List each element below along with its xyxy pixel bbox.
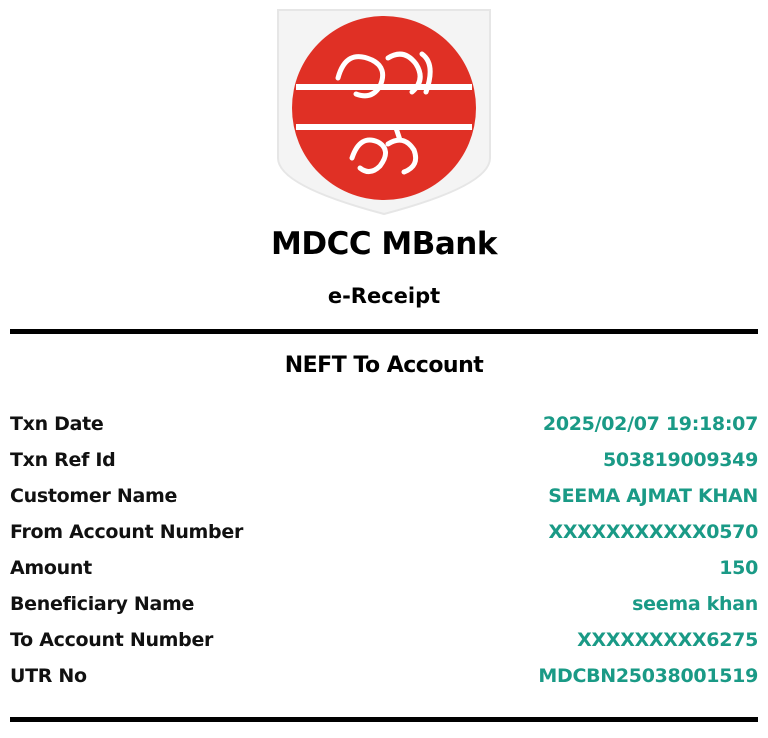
detail-row-txn-ref-id bbox=[10, 442, 758, 478]
detail-row-beneficiary-name bbox=[10, 586, 758, 622]
bank-logo-icon bbox=[276, 8, 492, 216]
detail-label: Beneficiary Name bbox=[10, 593, 195, 615]
detail-value: 503819009349 bbox=[602, 449, 758, 471]
detail-label: Txn Ref Id bbox=[10, 449, 116, 471]
detail-label: Customer Name bbox=[10, 485, 178, 507]
detail-value: SEEMA AJMAT KHAN bbox=[548, 485, 758, 507]
detail-value: XXXXXXXXXXX0570 bbox=[548, 521, 758, 543]
detail-value: 150 bbox=[719, 557, 758, 579]
detail-row-from-account bbox=[10, 514, 758, 550]
top-divider bbox=[10, 329, 758, 334]
detail-label: Txn Date bbox=[10, 413, 104, 435]
transaction-type-title: NEFT To Account bbox=[284, 353, 484, 378]
receipt-label: e-Receipt bbox=[327, 284, 441, 308]
detail-value: XXXXXXXXX6275 bbox=[577, 629, 758, 651]
detail-row-to-account bbox=[10, 622, 758, 658]
transaction-details bbox=[10, 406, 758, 694]
bank-logo bbox=[276, 8, 492, 216]
bottom-divider bbox=[10, 717, 758, 722]
detail-value: 2025/02/07 19:18:07 bbox=[542, 413, 758, 435]
detail-label: Amount bbox=[10, 557, 92, 579]
detail-value: seema khan bbox=[632, 593, 758, 615]
detail-value: MDCBN25038001519 bbox=[538, 665, 758, 687]
detail-label: To Account Number bbox=[10, 629, 214, 651]
detail-row-customer-name bbox=[10, 478, 758, 514]
detail-row-utr-no bbox=[10, 658, 758, 694]
detail-label: UTR No bbox=[10, 665, 87, 687]
bank-name: MDCC MBank bbox=[271, 226, 497, 262]
detail-row-txn-date bbox=[10, 406, 758, 442]
detail-label: From Account Number bbox=[10, 521, 244, 543]
detail-row-amount bbox=[10, 550, 758, 586]
